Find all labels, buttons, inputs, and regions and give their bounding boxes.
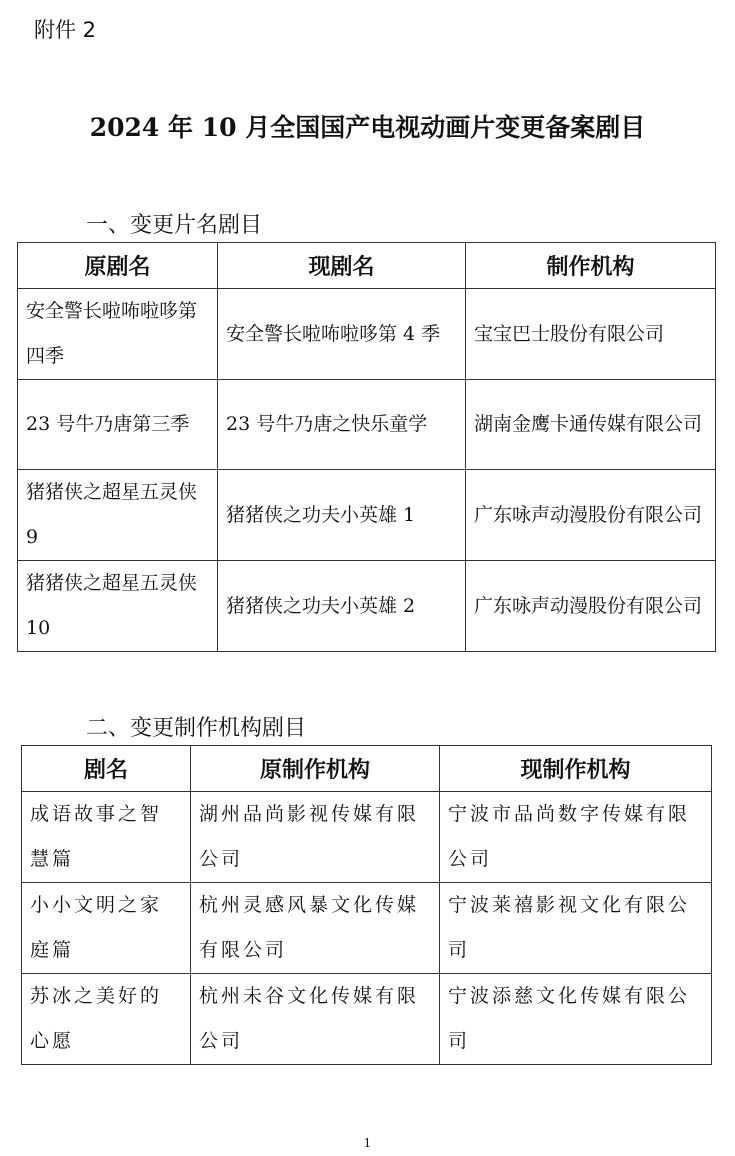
title-cell: 成语故事之智慧篇 <box>22 792 191 883</box>
section-heading-producer-change: 二、变更制作机构剧目 <box>86 716 307 741</box>
original-title-cell: 23 号牛乃唐第三季 <box>18 380 218 470</box>
original-title-cell: 猪猪侠之超星五灵侠 10 <box>18 561 218 652</box>
original-producer-cell: 湖州品尚影视传媒有限公司 <box>191 792 440 883</box>
current-producer-cell: 宁波市品尚数字传媒有限公司 <box>440 792 712 883</box>
original-title-cell: 猪猪侠之超星五灵侠 9 <box>18 470 218 561</box>
column-header: 原剧名 <box>18 243 218 289</box>
title-cell: 小小文明之家庭篇 <box>22 883 191 974</box>
page-number: 1 <box>363 1136 372 1150</box>
producer-cell: 广东咏声动漫股份有限公司 <box>466 470 716 561</box>
table-header-row <box>22 746 712 792</box>
original-producer-cell: 杭州灵感风暴文化传媒有限公司 <box>191 883 440 974</box>
current-title-cell: 安全警长啦咘啦哆第 4 季 <box>218 289 466 380</box>
attachment-label: 附件 2 <box>34 18 97 42</box>
current-producer-cell: 宁波添慈文化传媒有限公司 <box>440 974 712 1065</box>
table-row <box>22 883 712 974</box>
column-header: 现制作机构 <box>440 746 712 792</box>
producer-cell: 广东咏声动漫股份有限公司 <box>466 561 716 652</box>
document-title: 2024 年 10 月全国国产电视动画片变更备案剧目 <box>89 113 646 142</box>
rename-table <box>17 242 716 652</box>
current-title-cell: 23 号牛乃唐之快乐童学 <box>218 380 466 470</box>
section-heading-rename: 一、变更片名剧目 <box>86 213 263 238</box>
column-header: 制作机构 <box>466 243 716 289</box>
original-title-cell: 安全警长啦咘啦哆第四季 <box>18 289 218 380</box>
original-producer-cell: 杭州未谷文化传媒有限公司 <box>191 974 440 1065</box>
table-row <box>18 380 716 470</box>
table-row <box>18 561 716 652</box>
table-row <box>22 792 712 883</box>
column-header: 剧名 <box>22 746 191 792</box>
producer-cell: 宝宝巴士股份有限公司 <box>466 289 716 380</box>
table-row <box>18 470 716 561</box>
current-title-cell: 猪猪侠之功夫小英雄 2 <box>218 561 466 652</box>
table-header-row <box>18 243 716 289</box>
producer-change-table <box>21 745 712 1065</box>
producer-cell: 湖南金鹰卡通传媒有限公司 <box>466 380 716 470</box>
table-row <box>22 974 712 1065</box>
column-header: 原制作机构 <box>191 746 440 792</box>
table-row <box>18 289 716 380</box>
column-header: 现剧名 <box>218 243 466 289</box>
current-producer-cell: 宁波莱禧影视文化有限公司 <box>440 883 712 974</box>
title-cell: 苏冰之美好的心愿 <box>22 974 191 1065</box>
current-title-cell: 猪猪侠之功夫小英雄 1 <box>218 470 466 561</box>
